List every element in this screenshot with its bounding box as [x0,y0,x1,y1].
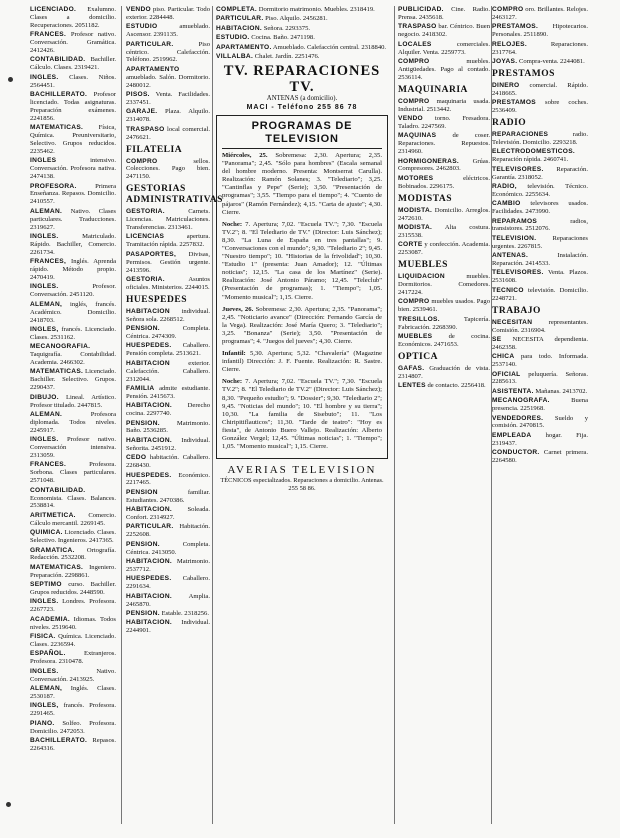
classified-ad: APARTAMENTO amueblado. Salón. Dormitorio. 2480012. [126,65,210,89]
classified-ad: DINERO comercial. Rápido. 2418665. [492,81,588,97]
ads-list [398,6,490,82]
classified-ad: ESPAÑOL. Extranjeros. Profesora. 2310478. [30,650,116,666]
section-heading-prestamos: PRESTAMOS [492,68,555,79]
classified-ad: LIQUIDACION muebles. Dormitorios. Comedores. 2417224. [398,273,490,296]
classified-ad: FRANCES. Profesora. Sorbona. Clases particulares. 2571048. [30,461,116,485]
classified-ad: INGLES. Profesor. Conversación. 2451120. [30,283,116,299]
tv-programs-title: PROGRAMAS DE TELEVISION [222,120,382,149]
classified-ad: ALEMAN, Inglés. Clases. 2530187. [30,685,116,700]
classified-ad: CEDO habitación. Caballero. 2268430. [126,454,210,470]
classified-ad: TELEVISORES. Venta. Plazos. 2531608. [492,269,588,285]
classified-ad: PARTICULAR. Piso céntrico. Calefacción. Teléfono. 2519962. [126,40,210,64]
ads-list [492,82,588,115]
classified-ad: VENDO piso. Particular. Todo exterior. 2284448. [126,6,210,21]
classified-ad: PARTICULAR. Habitación. 2252608. [126,523,210,539]
punch-hole-mark [6,802,11,807]
classified-ad: LICENCIADO. Exalumno. Clases a domicilio. Recuperaciones. 2051182. [30,6,116,29]
classified-ad: CAMBIO televisores usados. Facilidades. 2473990. [492,200,588,216]
classified-ad: LICENCIAS apertura. Tramitación rápida. 2257832. [126,233,210,249]
ads-list [398,365,490,390]
classified-ad: PENSION. Completa. Céntrica. 2474309. [126,325,210,340]
ads-list [126,6,210,142]
classified-ad: GRAMATICA. Ortografía. Redacción. 2532208. [30,546,116,562]
classified-ad: PENSION. Matrimonio. Baño. 2536285. [126,419,210,435]
classified-ad: INGLES, francés. Profesora. 2291465. [30,702,116,718]
classified-ad: INGLES. Matriculado. Rápido. Bachiller, Comercio. 2261734. [30,232,116,256]
classified-ad: HUESPEDES. Caballero. Pensión completa. 2513621. [126,342,210,358]
classified-ad: INGLES. Profesor nativo. Conversación intensiva. 2313059. [30,436,116,460]
classified-ad: COMPRO oro. Brillantes. Relojes. 2463127. [492,6,588,21]
classified-ad: GAFAS. Graduación de vista. 2314807. [398,364,490,380]
classified-ad: MATEMATICAS. Ingeniero. Preparación. 2298861. [30,563,116,579]
classified-ad: TELEVISION. Reparaciones urgentes. 2267815. [492,234,588,250]
column-housing [126,6,223,824]
classified-ad: COMPRO maquinaria usada. Industrial. 2513442. [398,97,490,113]
classified-ad: RELOJES. Reparaciones. 2317764. [492,40,588,56]
classified-ad: REPARACIONES radio. Televisión. Domicilio. 2293218. [492,130,588,146]
classified-ad: PISOS. Venta. Facilidades. 2337451. [126,91,210,106]
classified-ad: RADIO, televisión. Técnico. Económico. 2255634. [492,182,588,198]
column-divider [212,6,213,824]
classified-ad: HUESPEDES. Caballero. 2291634. [126,575,210,591]
classified-ad: SEPTIMO curso. Bachiller. Grupos reducidos. 2448590. [30,581,116,597]
classified-ad: ARITMETICA. Comercio. Cálculo mercantil. 2269145. [30,511,116,527]
classified-ad: PASAPORTES, Divisas, Permisos. Gestión urgente. 2413596. [126,250,210,274]
classified-ad: ESTUDIO amueblado. Ascensor. 2391135. [126,23,210,39]
classified-ad: FISICA. Química. Licenciado. Clases. 2236594. [30,633,116,648]
tv-program-entry: Noche: 7. Apertura; 7,02. "Escuela TV."; 7,30. "Escuela TV.2"; 8. "El Telediario de TV.2" (Director: Luis Sánchez); 8,30. "Pequeño estudio"; 9. "Dossier"; 9,30. "Telediario 2"; 9,45. "Noticias del mundo"; 10. "El hombre y su tierra"; 10,30. "La familia de Sisebuto"; 11. "Los Chiripitiflauticos"; 11,30. "Tarde de teatro": "Hoy es fiesta", de Antonio Buero Vallejo. Realización: Alberto González Vergel; 12,45. "Últimas noticias"; 1. "Tiempo"; 1,05. "Momento musical"; 1,15. Cierre. [222,378,382,451]
classified-ad: TECNICO televisión. Domicilio. 2248721. [492,286,588,302]
classified-ad: COMPRO muebles. Antigüedades. Pago al contado. 2536114. [398,57,490,81]
classified-ad: HABITACION exterior. Calefacción. Caballero. 2312044. [126,359,210,383]
section-heading-muebles: MUEBLES [398,260,448,271]
classified-ad: INGLES. Nativo. Conversación. 2413925. [30,667,116,683]
classified-ad: LENTES de contacto. 2256418. [398,382,486,390]
classified-ad: PARTICULAR. Piso. Alquilo. 2456281. [216,15,328,23]
column-television [216,6,388,824]
classified-ad: ESTUDIO. Cocina. Baño. 2471198. [216,34,315,42]
column-services [492,6,588,824]
classified-ad: INGLES intensivo. Conversación. Profesora nativa. 2474138. [30,157,116,181]
classified-ad: CONTABILIDAD. Bachiller. Cálculo. Clases. 2319421. [30,56,116,72]
classified-ad: HABITACION. Individual. Señorita. 2451912. [126,436,210,452]
classified-ad: VENDO torno. Fresadora. Taladro. 2247569. [398,114,490,130]
classified-ad: BACHILLERATO. Repasos. 2264316. [30,736,116,752]
classified-ad: VILLALBA. Chalet. Jardín. 2251476. [216,53,320,61]
classified-ad: TELEVISORES. Reparación. Garantía. 2318052. [492,165,588,181]
classified-ad: ALEMAN, inglés, francés. Académico. Domicilio. 2418703. [30,300,116,324]
section-heading-optica: OPTICA [398,351,438,362]
ads-list [492,6,588,66]
classified-ad: GESTORIA. Carnets. Licencias. Matriculaciones. Transferencias. 2313461. [126,208,210,232]
ads-list [398,273,490,349]
classified-ad: CORTE y confección. Academia. 2253087. [398,241,490,257]
tv-programs-box [216,115,388,459]
section-heading-filatelia: FILATELIA [126,144,183,155]
ads-list [398,207,490,257]
section-heading-gestorias: GESTORIAS ADMINISTRATIVAS [126,184,223,206]
classified-ad: SE NECESITA dependienta. 2462358. [492,335,588,351]
classified-ad: PRESTAMOS. Hipotecarios. Personales. 2511890. [492,23,588,39]
classified-ad: MECANOGRAFIA. Taquigrafía. Contabilidad. Academia. 2466302. [30,343,116,367]
classified-ad: TRASPASO bar. Céntrico. Buen negocio. 2418302. [398,23,490,39]
ads-list [216,6,388,61]
classified-ad: PENSION. Estable. 2318256. [126,610,210,617]
classified-ad: GARAJE. Plaza. Alquilo. 2314078. [126,108,210,124]
classified-ad: CONTABILIDAD. Economista. Clases. Balances. 2538814. [30,486,116,510]
ads-list [492,319,588,465]
averias-text: TÉCNICOS especializados. Reparaciones a domicilio. Antenas. 255 58 86. [220,477,384,492]
classified-ad: COMPRO sellos. Colecciones. Pago bien. 2471150. [126,157,210,181]
classified-ad: HABITACION. Amplia. 2465870. [126,592,210,608]
section-heading-radio: RADIO [492,117,527,128]
classified-ad: COMPLETA. Dormitorio matrimonio. Muebles. 2318419. [216,6,375,13]
section-heading-huespedes: HUESPEDES [126,294,187,305]
classified-ad: CHICA para todo. Informada. 2537140. [492,353,588,369]
averias-heading: AVERIAS TELEVISION [227,464,377,477]
classified-ad: INGLES. Clases. Niños. 2564451. [30,73,116,89]
classified-ad: PRESTAMOS sobre coches. 2536409. [492,99,588,115]
tv-program-entry: Jueves, 26. Sobremesa: 2,30. Apertura; 2,35. "Panorama"; 2,45. "Noticiario avance" (Dirección: Fernando García de la Vega). Realización: José María Quero; 3. "Telediario"; 3,25. "Bonanza" (Serie); 3,50. "Presentación de programas"; 4. "Juegos del jueves"; 4,30. Cierre. [222,305,382,345]
classified-ad: MODISTA. Domicilio. Arreglos. 2472610. [398,206,490,222]
tv-repairs-subheading: ANTENAS (a domicilio). [266,94,338,102]
classified-ad: HUESPEDES. Económico. 2217465. [126,471,210,487]
classified-ad: REPARAMOS radios, transistores. 2512076. [492,217,588,233]
classified-ad: MATEMATICAS. Licenciado. Bachiller. Selectivo. Grupos. 2290437. [30,368,116,392]
classified-ad: INGLES, francés. Licenciado. Clases. 2531162. [30,325,116,341]
classified-ad: HABITACION. Individual. 2244901. [126,619,210,635]
classified-ad: HABITACION. Matrimonio. 2537712. [126,558,210,573]
tv-program-entry: Noche: 7. Apertura; 7,02. "Escuela TV."; 7,30. "Escuela TV.2"; 8. "El Telediario de TV." (Director: Luis Sánchez); 8,30. "La Luna de España en tres pantallas"; 9. "Conversaciones con el mundo"; 9,30. "Telediario 2"; 9,45. "Nuestro tiempo"; 10. "Historias de la frivolidad"; 10,30. "Estudio 1" (presenta: Juan Amador); 12. "Últimas noticias"; 12,15. "La casa de los Martínez" (Serie). Realización: José Antonio Páramo; 12,45. "Teleclub" (Presentación de programas); 1. "Tiempo"; 1,05. "Momento musical"; 1,15. Cierre. [222,220,382,301]
classified-ad: MOTORES eléctricos. Bobinados. 2296175. [398,174,490,190]
classified-ad: DIBUJO. Lineal. Artístico. Profesor titulado. 2447815. [30,393,116,409]
classified-ad: MATEMATICAS. Física, Química. Preuniversitario, Selectivo. Grupos reducidos. 2235462. [30,124,116,155]
column-divider [394,6,395,824]
classified-ad: NECESITAN representantes. Comisión. 2316904. [492,318,588,334]
classified-ad: COMPRO muebles usados. Pago bien. 2539461. [398,298,490,314]
ads-list [126,208,210,292]
punch-hole-mark [8,77,13,82]
classified-ad: HORMIGONERAS. Grúas. Compresores. 2462803. [398,157,490,173]
classified-ad: ASISTENTA. Mañanas. 2413702. [492,387,588,395]
ads-list [492,131,588,303]
classified-ad: MAQUINAS de coser. Reparaciones. Repuestos. 2314960. [398,132,490,156]
classified-ad: ANTENAS. Instalación. Reparación. 2414533. [492,252,588,268]
ads-list [398,98,490,191]
tv-repairs-heading: TV. REPARACIONES TV. [223,62,381,95]
classified-ad: INGLES. Londres. Profesora. 2267723. [30,598,116,614]
classified-ad: FRANCES, Inglés. Aprenda rápido. Método propio. 2470419. [30,258,116,281]
classified-ad: PUBLICIDAD. Cine. Radio. Prensa. 2435618. [398,6,490,21]
classified-ad: HABITACION individual. Señora sola. 2268512. [126,307,210,323]
classified-ad: ALEMAN. Nativo. Clases particulares. Traducciones. 2319627. [30,207,116,231]
classified-ad: HABITACION. Derecho cocina. 2297740. [126,402,210,418]
classified-ad: LOCALES comerciales. Alquiler. Venta. 2259773. [398,40,490,56]
tv-repairs-contact: MACI - Teléfono 255 86 78 [246,103,358,111]
tv-program-entry: Infantil: 5,30. Apertura; 5,32. "Chavalería" (Magazine infantil) Dirección: J. F. Fuente. Realización: R. Sastre. Cierre. [222,350,382,374]
classified-ad: CONDUCTOR. Carnet primera. 2264580. [492,449,588,465]
classified-ad: BACHILLERATO. Profesor licenciado. Todas asignaturas. Preparación exámenes. 2241856. [30,91,116,122]
section-heading-trabajo: TRABAJO [492,305,541,316]
column-classes [30,6,116,824]
ads-list [126,158,210,182]
classified-ad: FRANCES. Profesor nativo. Conversación. Gramática. 2412426. [30,31,116,55]
classified-ad: PENSION. Completa. Céntrica. 2413050. [126,540,210,556]
classified-ad: MODISTA. Alta costura. 2315538. [398,223,490,239]
classified-ad: VENDEDORES. Sueldo y comisión. 2470815. [492,414,588,430]
classified-ad: PIANO. Solfeo. Profesora. Domicilio. 2472053. [30,719,116,735]
section-heading-modistas: MODISTAS [398,193,452,204]
classified-ad: ACADEMIA. Idiomas. Todos niveles. 2519640. [30,615,116,631]
classified-ad: MECANOGRAFA. Buena presencia. 2251968. [492,397,588,413]
classified-ad: APARTAMENTO. Amueblado. Calefacción central. 2318840. [216,43,387,51]
classified-ad: ELECTRODOMESTICOS. Reparación rápida. 2460741. [492,148,576,164]
tv-program-entry: Miércoles, 25. Sobremesa: 2,30. Apertura; 2,35. "Panorama"; 2,45. "Sólo para hombres" (Escala semanal del hombre moderno. Presenta: Montserrat Carulla). Realización: Ramón Solanes; 3. "Telediario"; 3,25. "Cantinflas y Pepe" (Serie); 3,50. "Presentación de programas"; 3,55. "Tiempo para el tiempo"; 4. "Cuento de pájaros" (Ramón Fernández); 4,15. "Carta de ajuste"; 4,30. Cierre. [222,151,382,216]
classified-ad: FAMILIA admite estudiante. Pensión. 2415673. [126,384,210,400]
tv-program-list [222,152,382,451]
classified-ad: MUEBLES de cocina. Económicos. 2471653. [398,332,490,348]
classified-ad: EMPLEADA hogar. Fija. 2319437. [492,431,588,447]
ads-list [126,308,210,635]
classified-ad: TRESILLOS. Tapicería. Fabricación. 2268390. [398,315,490,331]
classified-ad: GESTORIA. Asuntos oficiales. Ministerios. 2244015. [126,275,210,291]
ads-list [30,6,116,753]
column-machinery [398,6,490,824]
section-heading-maquinaria: MAQUINARIA [398,84,468,95]
classified-ad: QUIMICA. Licenciado. Clases. Selectivo. Ingenieros. 2417365. [30,529,116,545]
classified-ad: PROFESORA. Primera Enseñanza. Repasos. Domicilio. 2410557. [30,182,116,206]
classified-ad: JOYAS. Compra-venta. 2244081. [492,57,585,65]
classified-ad: PENSION familiar. Estudiantes. 2470386. [126,488,210,504]
classified-ad: OFICIAL peluquería. Señoras. 2285613. [492,370,588,386]
classified-ad: HABITACION. Señora. 2293375. [216,24,311,32]
classified-ad: ALEMAN. Profesora diplomada. Todos niveles. 2245917. [30,411,116,434]
classified-ad: TRASPASO local comercial. 2476621. [126,125,210,141]
classified-ad: HABITACION. Soleada. Confort. 2314927. [126,506,210,522]
column-divider [121,6,122,824]
